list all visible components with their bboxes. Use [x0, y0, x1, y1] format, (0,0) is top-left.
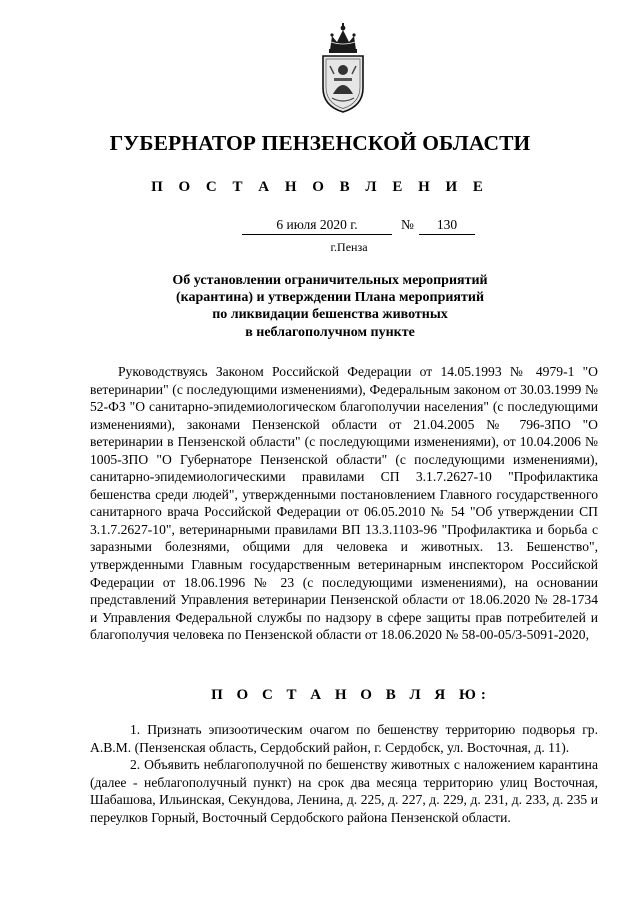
title-line: по ликвидации бешенства животных — [212, 307, 448, 323]
decree-item: 2. Объявить неблагополучной по бешенству животных с наложением карантина (далее - неблагополучный пункт) на срок два месяца территорию улиц Восточная, Шабашова, Ильинская, Секундова, Ленина, д. 225, д. 227, д. 229, д. 231, д. 233, д. 235 и переулков Горный, Восточный Сердобского района Пензенской области. — [90, 757, 598, 825]
document-number: 130 — [419, 217, 475, 235]
coat-of-arms-icon — [318, 22, 368, 114]
preamble-paragraph: Руководствуясь Законом Российской Федерации от 14.05.1993 № 4979-1 "О ветеринарии" (с последующими изменениями), Федеральным законом от 30.03.1999 № 52-ФЗ "О санитарно-эпидемиологическом благополучии населения" (с последующими изменениями), законами Пензенской области от 21.04.2005 № 796-ЗПО "О ветеринарии в Пензенской области" (с последующими изменениями), от 10.04.2006 № 1005-ЗПО "О Губернаторе Пензенской области" (с последующими изменениями), санитарно-эпидемиологическими правилами СП 3.1.7.2627-10 "Профилактика бешенства среди людей", утвержденными постановлением Главного государственного санитарного врача Российской Федерации от 06.05.2010 № 54 "Об утверждении СП 3.1.7.2627-10", ветеринарными правилами ВП 13.3.1103-96 "Профилактика и борьба с заразными болезнями, общими для человека и животных. 13. Бешенство", утвержденными Главным государственным ветеринарным инспектором Российской Федерации от 18.06.1996 № 23 (с последующими изменениями), на основании представлений Управления ветеринарии Пензенской области от 18.06.2020 № 28-1734 и Управления Федеральной службы по надзору в сфере защиты прав потребителей и благополучия человека по Пензенской области от 18.06.2020 № 58-00-05/3-5091-2020, — [90, 364, 598, 643]
title-line: в неблагополучном пункте — [245, 324, 415, 340]
document-date: 6 июля 2020 г. — [242, 217, 392, 235]
title-line: (карантина) и утверждении Плана мероприятий — [175, 290, 485, 306]
decree-item: 1. Признать эпизоотическим очагом по бешенству территорию подворья гр. А.В.М. (Пензенская область, Сердобский район, г. Сердобск, ул. Восточная, д. 11). — [90, 722, 598, 755]
decree-heading: П О С Т А Н О В Л Я Ю: — [211, 687, 491, 703]
number-sign: № — [401, 217, 414, 232]
document-title — [140, 272, 520, 341]
issuing-authority: ГУБЕРНАТОР ПЕНЗЕНСКОЙ ОБЛАСТИ — [109, 131, 531, 155]
title-line: Об установлении ограничительных мероприятий — [172, 273, 488, 288]
city-name: г.Пенза — [330, 240, 368, 254]
document-type: П О С Т А Н О В Л Е Н И Е — [151, 179, 489, 195]
